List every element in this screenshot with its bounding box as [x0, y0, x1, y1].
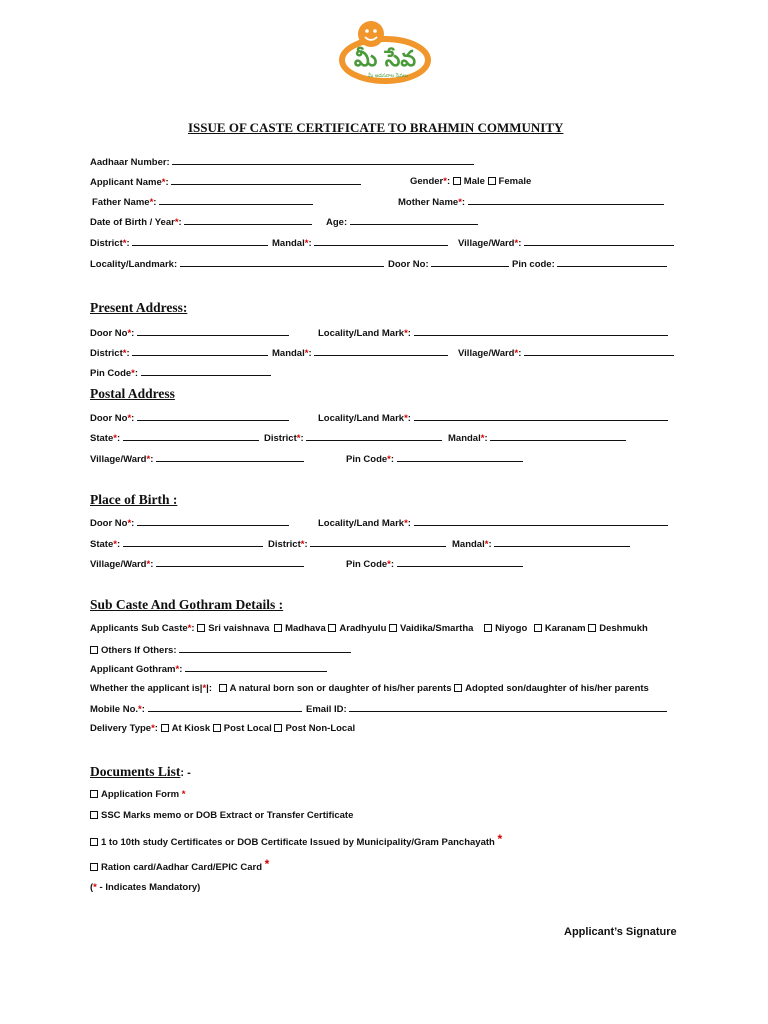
post-local-checkbox[interactable] — [213, 724, 221, 732]
postal-locality-field[interactable]: Locality/Land Mark*: — [318, 412, 668, 424]
ssc-memo-checkbox[interactable] — [90, 811, 98, 819]
required-star: * — [149, 197, 154, 208]
required-star: * — [404, 518, 408, 529]
mandatory-note: (* - Indicates Mandatory) — [90, 882, 201, 893]
village-input-line[interactable] — [524, 237, 674, 246]
postal-village-label: Village/Ward — [90, 454, 147, 465]
deshmukh-checkbox[interactable] — [588, 624, 596, 632]
required-star: * — [127, 328, 132, 339]
post-non-local-checkbox[interactable] — [274, 724, 282, 732]
required-star: * — [304, 238, 309, 249]
required-star: * — [122, 238, 127, 249]
logo-tagline: మీ అవసరాల సేవలు — [367, 73, 409, 79]
postal-locality-label: Locality/Land Mark — [318, 413, 405, 424]
required-star: * — [113, 433, 117, 444]
required-star: * — [161, 177, 166, 188]
email-field[interactable] — [306, 703, 667, 715]
documents-heading — [90, 763, 191, 781]
others-label: Others If Others: — [101, 645, 177, 656]
niyogo-checkbox[interactable] — [484, 624, 492, 632]
mobile-field[interactable]: Mobile No.*: — [90, 703, 302, 715]
document-label: 1 to 10th study Certificates or DOB Certificate Issued by Municipality/Gram Panchayath — [101, 837, 495, 848]
postal-village-field[interactable]: Village/Ward*: — [90, 453, 304, 465]
postal-state-label: State — [90, 433, 114, 444]
required-star: * — [146, 454, 151, 465]
present-address-heading: Present Address: — [90, 300, 188, 315]
gothram-label: Applicant Gothram — [90, 664, 176, 675]
sub-caste-label: Applicants Sub Caste — [90, 623, 188, 634]
required-star: * — [93, 882, 97, 893]
required-star: * — [514, 238, 519, 249]
mandatory-note-text: - Indicates Mandatory) — [96, 882, 201, 893]
mandal-input-line[interactable] — [314, 237, 448, 246]
required-star: * — [122, 348, 127, 359]
birth-door-no-field[interactable]: Door No*: — [90, 517, 289, 529]
required-star: * — [146, 559, 151, 570]
present-village-field[interactable]: Village/Ward*: — [458, 347, 674, 359]
postal-district-field[interactable]: District*: — [264, 432, 442, 444]
required-star: * — [404, 413, 408, 424]
niyogo-label: Niyogo — [495, 623, 528, 634]
aadhaar-input-line[interactable] — [172, 156, 474, 165]
madhava-label: Madhava — [285, 623, 326, 634]
birth-pin-code-input-line[interactable] — [397, 558, 523, 567]
required-star: * — [497, 832, 503, 846]
required-star: * — [458, 197, 462, 208]
postal-mandal-input-line[interactable] — [490, 432, 626, 441]
present-village-label: Village/Ward — [458, 348, 515, 359]
birth-pin-code-field[interactable]: Pin Code*: — [346, 558, 523, 570]
present-pin-code-label: Pin Code — [90, 368, 132, 379]
postal-pin-code-label: Pin Code — [346, 454, 388, 465]
birth-locality-field[interactable]: Locality/Land Mark*: — [318, 517, 668, 529]
pin-code-field[interactable] — [512, 258, 667, 270]
birth-district-input-line[interactable] — [310, 538, 446, 547]
birth-mandal-input-line[interactable] — [494, 538, 630, 547]
female-checkbox[interactable] — [488, 177, 496, 185]
present-district-label: District — [90, 348, 123, 359]
mother-name-input-line[interactable] — [468, 196, 664, 205]
required-star: * — [187, 623, 192, 634]
document-label: Application Form — [101, 789, 180, 800]
adopted-label: Adopted son/daughter of his/her parents — [465, 683, 649, 694]
postal-mandal-label: Mandal — [448, 433, 481, 444]
required-star: * — [304, 348, 309, 359]
postal-village-input-line[interactable] — [156, 453, 304, 462]
others-checkbox[interactable] — [90, 646, 98, 654]
applicant-name-field[interactable]: Applicant Name*: — [90, 176, 361, 188]
pin-code-input-line[interactable] — [557, 258, 667, 267]
required-star: * — [484, 539, 489, 550]
document-item — [90, 832, 502, 848]
postal-pin-code-input-line[interactable] — [397, 453, 523, 462]
age-label: Age: — [326, 217, 348, 228]
present-mandal-input-line[interactable] — [314, 347, 448, 356]
present-door-no-label: Door No — [90, 328, 128, 339]
mandal-field[interactable]: Mandal*: — [272, 237, 448, 249]
mobile-input-line[interactable] — [148, 703, 302, 712]
sri-vaishnava-checkbox[interactable] — [197, 624, 205, 632]
birth-door-no-input-line[interactable] — [137, 517, 289, 526]
village-label: Village/Ward — [458, 238, 515, 249]
birth-door-no-label: Door No — [90, 518, 128, 529]
at-kiosk-label: At Kiosk — [171, 723, 211, 734]
sri-vaishnava-label: Sri vaishnava — [208, 623, 270, 634]
logo-text: మీ సేవ — [353, 47, 417, 72]
pin-code-label: Pin code: — [512, 259, 555, 270]
birth-district-field[interactable]: District*: — [268, 538, 446, 550]
postal-door-no-field[interactable]: Door No*: — [90, 412, 289, 424]
birth-village-input-line[interactable] — [156, 558, 304, 567]
gender-field: Gender*: Male Female — [410, 176, 532, 187]
district-field[interactable]: District*: — [90, 237, 268, 249]
place-of-birth-heading: Place of Birth : — [90, 492, 178, 507]
required-star: * — [300, 539, 305, 550]
birth-state-field[interactable]: State*: — [90, 538, 263, 550]
age-input-line[interactable] — [350, 216, 478, 225]
required-star: * — [174, 217, 179, 228]
postal-pin-code-field[interactable]: Pin Code*: — [346, 453, 523, 465]
birth-state-input-line[interactable] — [123, 538, 263, 547]
vaidika-smartha-checkbox[interactable] — [389, 624, 397, 632]
document-label: SSC Marks memo or DOB Extract or Transfer Certificate — [101, 810, 354, 821]
birth-village-field[interactable]: Village/Ward*: — [90, 558, 304, 570]
vaidika-smartha-label: Vaidika/Smartha — [400, 623, 474, 634]
village-field[interactable]: Village/Ward*: — [458, 237, 674, 249]
deshmukh-label: Deshmukh — [599, 623, 648, 634]
karanam-checkbox[interactable] — [534, 624, 542, 632]
application-form-checkbox[interactable] — [90, 790, 98, 798]
required-star: * — [387, 454, 391, 465]
applicant-name-label: Applicant Name — [90, 177, 162, 188]
delivery-type-field: Delivery Type*: At Kiosk Post Local Post Non-Local — [90, 723, 356, 734]
birth-village-label: Village/Ward — [90, 559, 147, 570]
postal-district-input-line[interactable] — [306, 432, 442, 441]
locality-field[interactable] — [90, 258, 384, 270]
required-star: * — [175, 664, 180, 675]
present-locality-field[interactable]: Locality/Land Mark*: — [318, 327, 668, 339]
others-input-line[interactable] — [179, 644, 351, 653]
documents-heading-suffix: : - — [180, 767, 191, 779]
ration-card-checkbox[interactable] — [90, 863, 98, 871]
required-star: * — [127, 413, 132, 424]
mee-seva-logo — [334, 10, 436, 90]
delivery-type-label: Delivery Type — [90, 723, 152, 734]
document-item — [90, 810, 353, 821]
present-mandal-field[interactable]: Mandal*: — [272, 347, 448, 359]
present-mandal-label: Mandal — [272, 348, 305, 359]
present-locality-input-line[interactable] — [414, 327, 668, 336]
door-no-input-line[interactable] — [431, 258, 509, 267]
required-star: * — [202, 683, 207, 694]
present-door-no-field[interactable]: Door No*: — [90, 327, 289, 339]
present-door-no-input-line[interactable] — [137, 327, 289, 336]
natural-born-label: A natural born son or daughter of his/her parents — [229, 683, 452, 694]
form-title: ISSUE OF CASTE CERTIFICATE TO BRAHMIN COMMUNITY — [188, 120, 564, 135]
sub-caste-heading: Sub Caste And Gothram Details : — [90, 597, 284, 612]
required-star: * — [514, 348, 519, 359]
door-no-field[interactable] — [388, 258, 509, 270]
present-village-input-line[interactable] — [524, 347, 674, 356]
required-star: * — [443, 176, 447, 187]
gothram-field[interactable]: Applicant Gothram*: — [90, 663, 327, 675]
sub-caste-field: Applicants Sub Caste*: Sri vaishnava Madhava Aradhyulu Vaidika/Smartha Niyogo Karanam Deshmukh — [90, 623, 648, 634]
father-name-field[interactable]: Father Name*: — [92, 196, 313, 208]
natural-born-checkbox[interactable] — [219, 684, 227, 692]
present-pin-code-input-line[interactable] — [141, 367, 271, 376]
postal-state-field[interactable]: State*: — [90, 432, 259, 444]
birth-locality-label: Locality/Land Mark — [318, 518, 405, 529]
mandal-label: Mandal — [272, 238, 305, 249]
aradhyulu-label: Aradhyulu — [339, 623, 387, 634]
document-item — [90, 857, 269, 873]
applicant-signature: Applicant’s Signature — [564, 926, 677, 938]
locality-label: Locality/Landmark: — [90, 259, 178, 270]
locality-input-line[interactable] — [180, 258, 384, 267]
required-star: * — [127, 518, 132, 529]
postal-state-input-line[interactable] — [123, 432, 259, 441]
district-label: District — [90, 238, 123, 249]
email-label: Email ID: — [306, 704, 347, 715]
required-star: * — [480, 433, 485, 444]
applicant-type-field: Whether the applicant is|*|: A natural born son or daughter of his/her parents Adopted son/daughter of his/her parents — [90, 683, 649, 694]
karanam-label: Karanam — [544, 623, 586, 634]
female-label: Female — [498, 176, 532, 187]
father-name-input-line[interactable] — [159, 196, 313, 205]
document-label: Ration card/Aadhar Card/EPIC Card — [101, 862, 263, 873]
adopted-checkbox[interactable] — [454, 684, 462, 692]
applicant-type-label: Whether the applicant is — [90, 683, 200, 694]
present-district-input-line[interactable] — [132, 347, 268, 356]
aadhaar-field[interactable] — [90, 156, 474, 168]
email-input-line[interactable] — [349, 703, 667, 712]
required-star: * — [387, 559, 391, 570]
present-locality-label: Locality/Land Mark — [318, 328, 405, 339]
father-name-label: Father Name — [92, 197, 150, 208]
post-local-label: Post Local — [223, 723, 272, 734]
madhava-checkbox[interactable] — [274, 624, 282, 632]
male-label: Male — [463, 176, 485, 187]
applicant-name-input-line[interactable] — [171, 176, 361, 185]
documents-heading-label: Documents List — [90, 764, 181, 779]
door-no-label: Door No: — [388, 259, 429, 270]
postal-locality-input-line[interactable] — [414, 412, 668, 421]
birth-district-label: District — [268, 539, 301, 550]
required-star: * — [131, 368, 135, 379]
study-certificates-checkbox[interactable] — [90, 838, 98, 846]
dob-field[interactable]: Date of Birth / Year*: — [90, 216, 312, 228]
others-field[interactable] — [90, 644, 351, 656]
male-checkbox[interactable] — [453, 177, 461, 185]
birth-mandal-field[interactable]: Mandal*: — [452, 538, 630, 550]
required-star: * — [113, 539, 117, 550]
dob-label: Date of Birth / Year — [90, 217, 175, 228]
post-non-local-label: Post Non-Local — [285, 723, 356, 734]
mobile-label: Mobile No. — [90, 704, 139, 715]
aadhaar-label: Aadhaar Number: — [90, 157, 170, 168]
mother-name-field[interactable]: Mother Name*: — [398, 196, 664, 208]
document-item — [90, 789, 185, 800]
present-district-field[interactable]: District*: — [90, 347, 268, 359]
birth-locality-input-line[interactable] — [414, 517, 668, 526]
mother-name-label: Mother Name — [398, 197, 459, 208]
postal-mandal-field[interactable]: Mandal*: — [448, 432, 626, 444]
dob-input-line[interactable] — [184, 216, 312, 225]
birth-pin-code-label: Pin Code — [346, 559, 388, 570]
gothram-input-line[interactable] — [185, 663, 327, 672]
present-pin-code-field[interactable]: Pin Code*: — [90, 367, 271, 379]
required-star: * — [181, 789, 186, 800]
required-star: * — [404, 328, 408, 339]
gender-label: Gender — [410, 176, 444, 187]
postal-district-label: District — [264, 433, 297, 444]
required-star: * — [264, 857, 270, 871]
required-star: * — [138, 704, 142, 715]
age-field[interactable] — [326, 216, 478, 228]
at-kiosk-checkbox[interactable] — [161, 724, 169, 732]
postal-door-no-label: Door No — [90, 413, 128, 424]
postal-door-no-input-line[interactable] — [137, 412, 289, 421]
district-input-line[interactable] — [132, 237, 268, 246]
postal-address-heading: Postal Address — [90, 386, 175, 401]
aradhyulu-checkbox[interactable] — [328, 624, 336, 632]
required-star: * — [296, 433, 301, 444]
required-star: * — [151, 723, 155, 734]
birth-mandal-label: Mandal — [452, 539, 485, 550]
birth-state-label: State — [90, 539, 114, 550]
